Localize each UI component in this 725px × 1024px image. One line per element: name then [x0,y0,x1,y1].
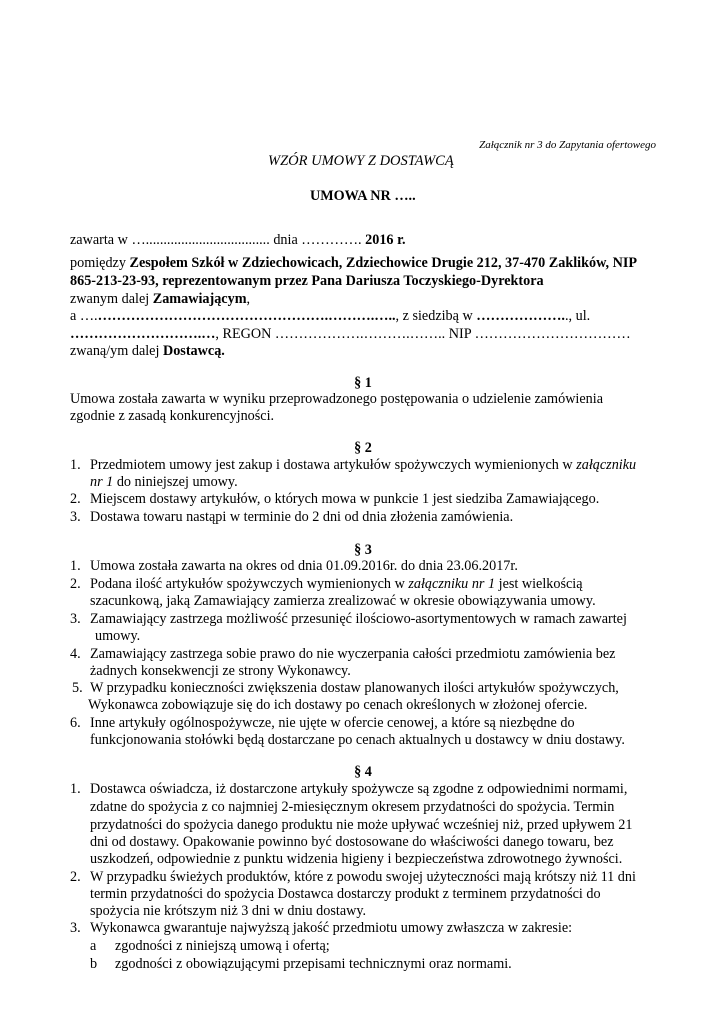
s4-item-1-line-2: zdatne do spożycia z co najmniej 2-miesięcznym okresem przydatności do spożycia. Termin [90,799,615,815]
s3-num-4: 4. [70,646,81,662]
s4-item-1-line-1: Dostawca oświadcza, iż dostarczone artykuły spożywcze są zgodne z odpowiednimi normami, [90,781,628,797]
section-4-heading: § 4 [354,764,372,780]
s3-item-1: Umowa została zawarta na okres od dnia 01.09.2016r. do dnia 23.06.2017r. [90,558,518,574]
section-1-line-2: zgodnie z zasadą konkurencyjności. [70,408,275,424]
intro-line-3: 865-213-23-93, reprezentowanym przez Pana Dariusza Toczyskiego-Dyrektora [70,273,544,289]
s3-num-5: 5. [72,680,83,696]
intro-line-2: pomiędzy Zespołem Szkół w Zdziechowicach, Zdziechowice Drugie 212, 37-470 Zaklików, NIP [70,255,638,271]
s2-item-3: Dostawa towaru nastąpi w terminie do 2 dni od dnia złożenia zamówienia. [90,509,514,525]
annex-note: Załącznik nr 3 do Zapytania ofertowego [479,139,656,151]
contract-number: UMOWA NR ….. [310,188,416,204]
s3-item-6-line-2: funkcjonowania stołówki będą dostarczane po cenach aktualnych u dostawcy w dniu dostawy. [90,732,625,748]
s4-item-2-line-2: termin przydatności do spożycia Dostawca dostarczy produkt z terminem przydatności do [90,886,601,902]
intro-line-1: zawarta w …................................... dnia …………. 2016 r. [70,232,406,248]
s2-item-1-line-1: Przedmiotem umowy jest zakup i dostawa artykułów spożywczych wymienionych w załączniku [90,457,637,473]
s4-num-3: 3. [70,920,81,936]
s4-num-2: 2. [70,869,81,885]
s4-sub-b: zgodności z obowiązującymi przepisami technicznymi oraz normami. [115,956,512,972]
s4-item-3: Wykonawca gwarantuje najwyższą jakość przedmiotu umowy zwłaszcza w zakresie: [90,920,573,936]
s3-item-5-line-1: W przypadku konieczności zwiększenia dostaw planowanych ilości artykułów spożywczych, [90,680,619,696]
s3-num-6: 6. [70,715,81,731]
document-title: WZÓR UMOWY Z DOSTAWCĄ [268,153,454,169]
s2-num-1: 1. [70,457,81,473]
intro-line-5: a ….………………………………………….……….….., z siedzibą w ……………….., ul. [70,308,591,324]
s3-item-3-line-1: Zamawiający zastrzega możliwość przesunięć ilościowo-asortymentowych w ramach zawartej [90,611,627,627]
s3-item-2-line-1: Podana ilość artykułów spożywczych wymienionych w załączniku nr 1 jest wielkością [90,576,583,592]
s4-item-2-line-1: W przypadku świeżych produktów, które z powodu swojej użyteczności mają krótszy niż 11 dni [90,869,636,885]
s4-sub-a-marker: a [90,938,97,954]
s3-num-2: 2. [70,576,81,592]
s4-item-1-line-3: przydatności do spożycia danego produktu nie może upływać wcześniej niż, przed upływem 21 [90,817,633,833]
s3-item-2-line-2: szacunkową, jaką Zamawiający zamierza zrealizować w okresie obowiązywania umowy. [90,593,596,609]
s4-item-1-line-5: uszkodzeń, odpowiednie z punktu widzenia higieny i bezpieczeństwa zdrowotnego żywności. [90,851,623,867]
s3-item-5-line-2: Wykonawca zobowiązuje się do ich dostawy po cenach określonych w złożonej ofercie. [88,697,588,713]
s3-item-4-line-1: Zamawiający zastrzega sobie prawo do nie wyczerpania całości przedmiotu zamówienia bez [90,646,616,662]
s3-item-3-line-2: umowy. [95,628,141,644]
section-1-heading: § 1 [354,375,372,391]
s2-item-2: Miejscem dostawy artykułów, o których mowa w punkcie 1 jest siedziba Zamawiającego. [90,491,600,507]
s4-sub-b-marker: b [90,956,98,972]
s2-num-2: 2. [70,491,81,507]
s3-item-4-line-2: żadnych konsekwencji ze strony Wykonawcy. [90,663,351,679]
s4-item-1-line-4: dni od dostawy. Opakowanie powinno być dostosowane do właściwości danego towaru, bez [90,834,614,850]
s3-num-3: 3. [70,611,81,627]
s3-num-1: 1. [70,558,81,574]
s2-item-1-line-2: nr 1 do niniejszej umowy. [90,474,238,490]
s4-sub-a: zgodności z niniejszą umową i ofertą; [115,938,330,954]
s3-item-6-line-1: Inne artykuły ogólnospożywcze, nie ujęte w ofercie cenowej, a które są niezbędne do [90,715,575,731]
s4-item-2-line-3: spożycia nie krótszym niż 3 dni w dniu dostawy. [90,903,367,919]
intro-line-7: zwaną/ym dalej Dostawcą. [70,343,225,359]
intro-line-6: ……………………….…, REGON ……………….……….…….. NIP …………………………… [70,326,631,342]
s4-num-1: 1. [70,781,81,797]
section-1-line-1: Umowa została zawarta w wyniku przeprowadzonego postępowania o udzielenie zamówienia [70,391,604,407]
section-2-heading: § 2 [354,440,372,456]
section-3-heading: § 3 [354,542,372,558]
s2-num-3: 3. [70,509,81,525]
intro-line-4: zwanym dalej Zamawiającym, [70,291,251,307]
